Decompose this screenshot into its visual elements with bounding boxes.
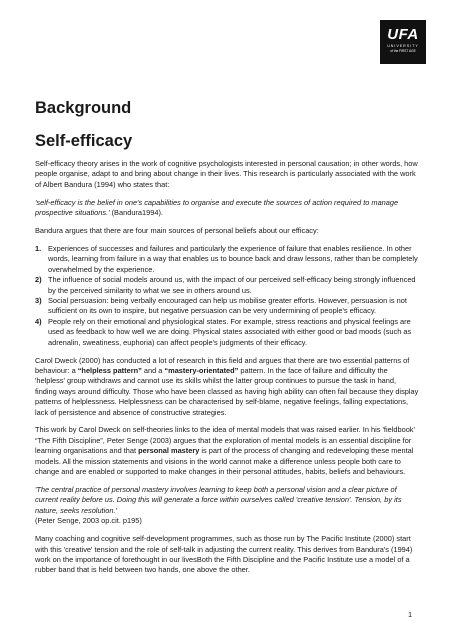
list-number: 1. <box>35 243 42 253</box>
page-number: 1 <box>408 610 413 619</box>
dweck-text-c: and a <box>141 365 165 375</box>
list-number: 2) <box>35 275 42 285</box>
quote-bandura-text: 'self-efficacy is the belief in one's capabilities to organise and execute the sources of action required to manage prospective situations.' <box>35 197 399 218</box>
heading-background: Background <box>35 99 132 117</box>
list-number: 4) <box>35 316 42 326</box>
quote-bandura-cite: (Bandura1994). <box>109 208 163 218</box>
list-item <box>35 317 419 348</box>
list-text: Experiences of successes and failures and particularly the experience of failure that enables resilience. In other words, learning from failure in a way that enables us to bounce back and draw lessons, rather than be completely overwhelmed by the experience. <box>48 243 418 274</box>
list-item <box>35 296 419 317</box>
paragraph-coaching: Many coaching and cognitive self-development programmes, such as those run by The Pacific Institute (2000) start with this 'creative' tension and the role of self-talk in adjusting the current reality. This derives from Bandura's (1994) work on the importance of forethought in our livesBoth the Fifth Discipline and the Pacific Institute use a model of a rubber band that is held between two hands, one above the other. <box>35 534 413 575</box>
quote-senge-cite: (Peter Senge, 2003 op.cit. p195) <box>35 516 142 526</box>
dweck-mastery-orientated: “mastery-orientated” <box>164 365 239 375</box>
sources-list <box>35 244 419 348</box>
senge-text-c: is part of the process of changing and redeveloping these mental models. All the mission statements and visions in the world cannot make a difference unless people both care to change and are enabled or supported to make changes in their personal attitudes, habits, beliefs and behaviours. <box>35 446 414 477</box>
list-number: 3) <box>35 295 42 305</box>
quote-bandura <box>35 198 419 219</box>
paragraph-intro: Self-efficacy theory arises in the work of cognitive psychologists interested in personal causation; in other words, how people organise, adapt to and bring about change in their lives. This research is particularly associated with the work of Albert Bandura (1994) who states that: <box>35 159 418 189</box>
paragraph-senge <box>35 425 419 477</box>
dweck-text-a: Carol Dweck (2000) has conducted a lot of research in this field and argues that there are two essential patterns of behaviour: a <box>35 355 410 375</box>
list-text: People rely on their emotional and physiological states. For example, stress reactions and physical feelings are used as feedback to how well we are doing. Physical states associated with either good or bad moods (such as adrenalin, sweatiness, euphoria) can affect people's judgments of their efficacy. <box>48 316 412 347</box>
list-item <box>35 275 419 296</box>
ufa-logo <box>380 20 426 64</box>
paragraph-dweck <box>35 356 419 418</box>
logo-line-1: UNIVERSITY <box>387 44 419 48</box>
document-body <box>35 98 419 583</box>
heading-self-efficacy: Self-efficacy <box>35 132 133 150</box>
quote-senge: 'The central practice of personal mastery involves learning to keep both a personal vision and a clear picture of current reality before us. Doing this will generate a force within ourselves called 'creative tension'. Tension, by its nature, seeks resolution.' <box>35 484 402 515</box>
list-item <box>35 244 419 275</box>
logo-mark: UFA <box>387 26 419 43</box>
senge-personal-mastery: personal mastery <box>138 446 200 456</box>
dweck-text-e: pattern. In the face of failure and difficulty the 'helpless' group withdraws and cannot use its skills whilst the latter group continues to pursue the task in hand, finding ways around difficulty. Those who have been classed as having high ability can often fail because they display patterns of helplessness. Helplessness can be characterised by self-blame, negative feelings, falling expectations, lack of persistence and absence of constructive strategies. <box>35 365 419 417</box>
dweck-helpless-pattern: “helpless pattern” <box>77 365 142 375</box>
senge-text-a: This work by Carol Dweck on self-theories links to the idea of mental models that was raised earlier. In his 'fieldbook' “The Fifth Discipline”, Peter Senge (2003) argues that the exploration of mental models is an essential discipline for learning organisations and that <box>35 425 415 456</box>
logo-line-2: of the FIRST AGE <box>390 49 416 53</box>
paragraph-sources: Bandura argues that there are four main sources of personal beliefs about our efficacy: <box>35 226 319 236</box>
list-text: The influence of social models around us, with the impact of our perceived self-efficacy being strongly influenced by the perceived similarity to what we see in others around us. <box>48 275 416 295</box>
list-text: Social persuasion: being verbally encouraged can help us mobilise greater efforts. However, persuasion is not sufficient on its own to inspire, but negative persuasion can be very undermining of people's efficacy. <box>48 295 407 316</box>
